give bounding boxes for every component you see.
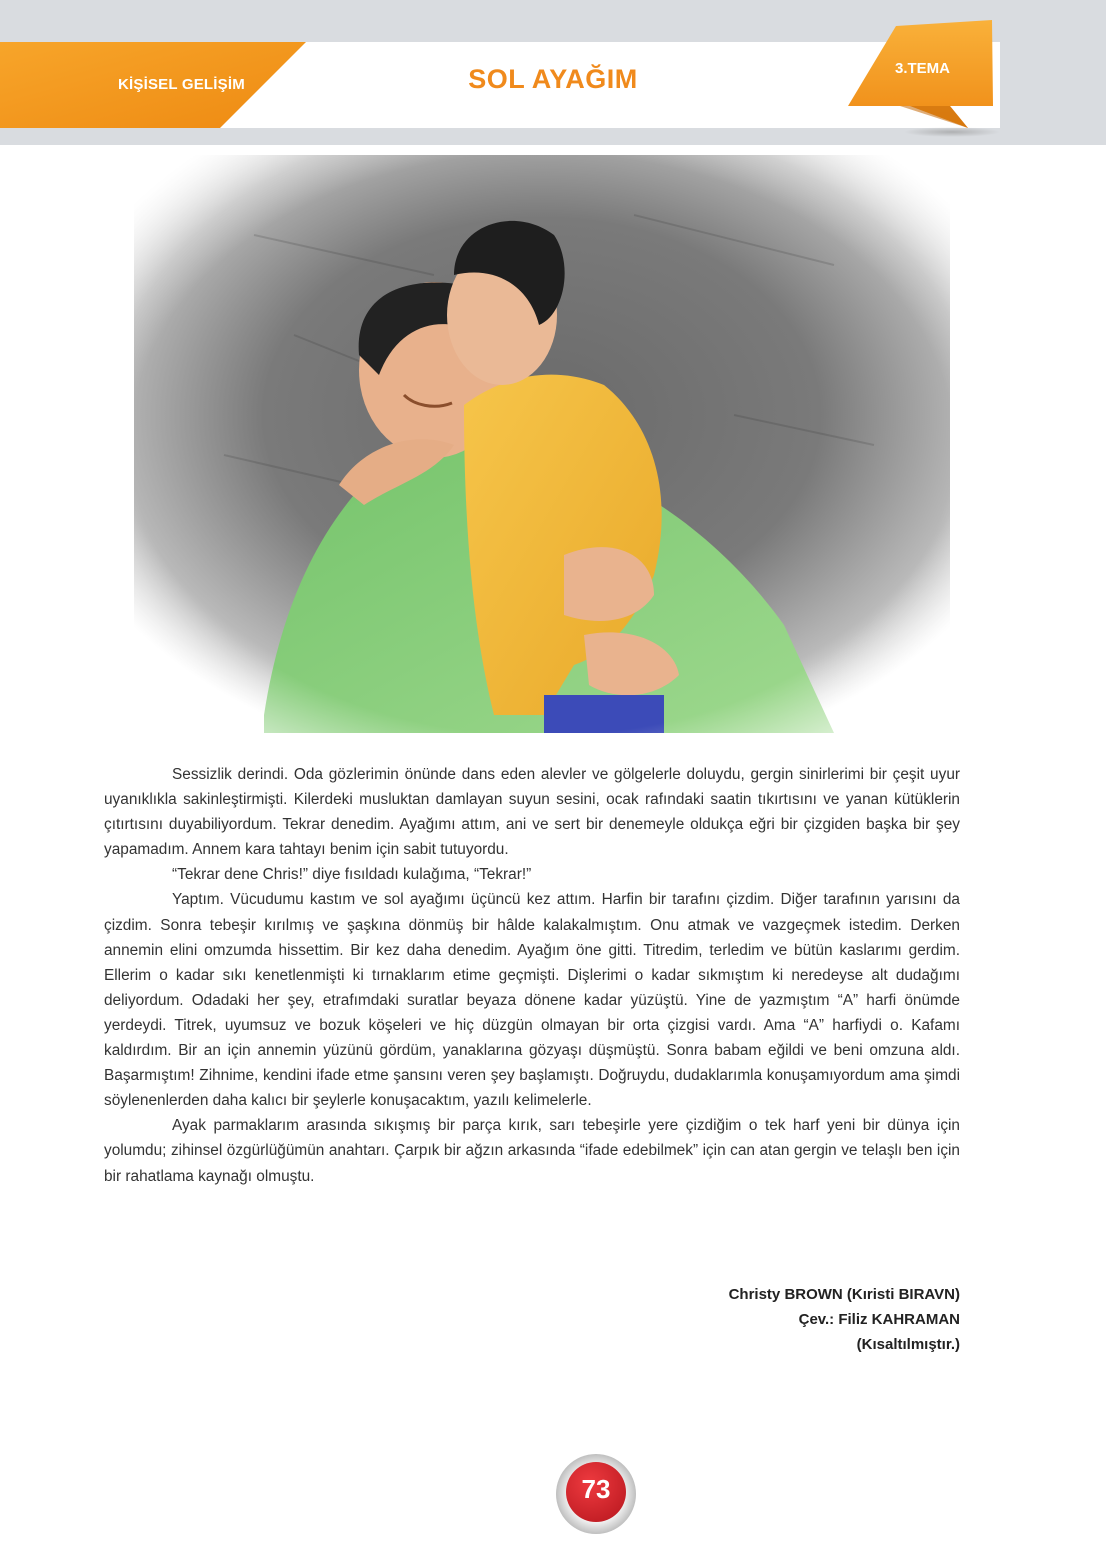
paragraph: Ayak parmaklarım arasında sıkışmış bir parça kırık, sarı tebeşirle yere çizdiğim o tek harf yeni bir dünya için yolumdu; zihinsel özgürlüğümün anahtarı. Çarpık bir ağzın arkasında “ifade edebilmek” için can atan gergin ve telaşlı ben için bir rahatlama kaynağı olmuştu. [104, 1117, 960, 1185]
story-text [104, 762, 960, 1189]
credits [729, 1282, 960, 1357]
translator-credit: Çev.: Filiz KAHRAMAN [798, 1311, 960, 1328]
page-title: SOL AYAĞIM [468, 64, 638, 94]
theme-label: 3.TEMA [895, 60, 951, 77]
page-number: 73 [581, 1474, 611, 1504]
paragraph: “Tekrar dene Chris!” diye fısıldadı kulağıma, “Tekrar!” [172, 866, 532, 884]
abridged-note: (Kısaltılmıştır.) [856, 1336, 960, 1353]
paragraph: Sessizlik derindi. Oda gözlerimin önünde dans eden alevler ve gölgelerle doluydu, gergin sinirlerimi bir çeşit uyur uyanıklıkla sakinleştirmişti. Kilerdeki musluktan damlayan suyun sesini, ocak rafındaki saatin tıkırtısını ve yanan kütüklerin çıtırtısını duyabiliyordum. Tekrar denedim. Ayağımı attım, ani ve sert bir denemeyle oldukça eğri bir çizgiden başka bir şey yapamadım. Annem kara tahtayı benim için sabit tutuyordu. [104, 766, 960, 859]
paragraph: Yaptım. Vücudumu kastım ve sol ayağımı üçüncü kez attım. Harfin bir tarafını çizdim. Diğer tarafının yarısını da çizdim. Sonra tebeşir kırılmış ve şaşkına dönmüş bir hâlde kalakalmıştım. Onu atmak ve vazgeçmek istedim. Derken annemin elini omzumda hissettim. Bir kez daha denedim. Ayağım öne gitti. Titredim, terledim ve bütün kaslarımı gerdim. Ellerim o kadar sıkı kenetlenmişti ki tırnaklarım etime geçmişti. Dişlerimi o kadar sıkmıştım ki neredeyse alt dudağımı deliyordum. Odadaki her şey, etrafımdaki suratlar beyaza dönene kadar yüzüştü. Yine de yazmıştım “A” harfi önümde yerdeydi. Titrek, uyumsuz ve bozuk köşeleri ve hiç düzgün olmayan bir orta çizgisi vardı. Ama “A” harfiydi o. Kafamı kaldırdım. Bir an için annemin yüzünü gördüm, yanaklarına gözyaşı düşmüştü. Sonra babam eğildi ve beni omzuna aldı. Başarmıştım! Zihnime, kendini ifade etme şansını veren şey başlamıştı. Doğruydu, dudaklarımla konuşamıyordum ama şimdi söylenenlerden daha kalıcı bir şeylerle konuşacaktım, yazılı kelimelerle. [104, 891, 960, 1110]
illustration [134, 155, 950, 733]
theme-flag [840, 20, 1000, 140]
section-label: KİŞİSEL GELİŞİM [118, 76, 245, 93]
author-credit: Christy BROWN (Kıristi BIRAVN) [728, 1286, 960, 1303]
